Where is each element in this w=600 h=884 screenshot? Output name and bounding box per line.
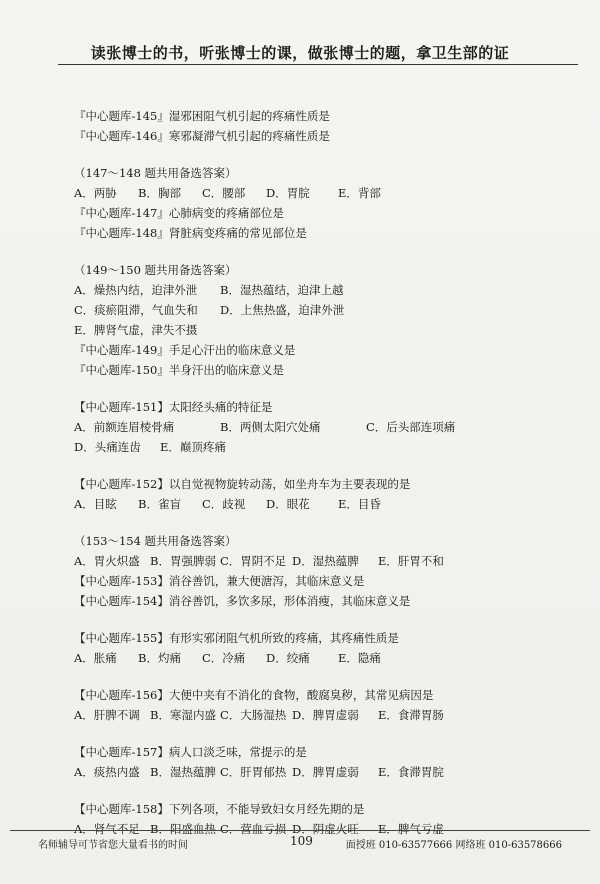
answer-option: E．肝胃不和 — [378, 554, 444, 568]
answer-option: B．湿热蕴脾 — [150, 765, 216, 779]
question-block — [74, 163, 584, 243]
question-stem: 【中心题库-158】下列各项，不能导致妇女月经先期的是 — [74, 802, 365, 816]
question-block — [74, 628, 584, 668]
answer-option: B．胸部 — [138, 186, 181, 200]
question-block — [74, 106, 584, 146]
question-stem: 【中心题库-151】太阳经头痛的特征是 — [74, 400, 273, 414]
options-row — [74, 648, 584, 668]
options-row — [74, 437, 584, 457]
answer-option: A．燥热内结，迫津外泄 — [74, 283, 198, 297]
question-block — [74, 397, 584, 457]
answer-option: E．目昏 — [338, 497, 381, 511]
answer-option: A．肾气不足 — [74, 822, 140, 836]
question-block — [74, 685, 584, 725]
question-block — [74, 799, 584, 839]
footer-contact: 面授班 010-63577666 网络班 010-63578666 — [345, 840, 562, 851]
answer-option: C．歧视 — [202, 497, 246, 511]
answer-option: E．脾肾气虚，津失不摄 — [74, 323, 198, 337]
answer-option: E．食滞胃肠 — [378, 708, 444, 722]
question-stem: （149～150 题共用备选答案） — [74, 263, 237, 277]
question-block — [74, 531, 584, 611]
answer-option: A．痰热内盛 — [74, 765, 140, 779]
answer-option: A．两胁 — [74, 186, 117, 200]
footer-slogan: 名师辅导可节省您大量看书的时间 — [38, 840, 188, 851]
answer-option: D．阴虚火旺 — [292, 822, 359, 836]
question-stem: 【中心题库-156】大便中夹有不消化的食物，酸腐臭秽，其常见病因是 — [74, 688, 434, 702]
answer-option: D．脾胃虚弱 — [292, 765, 359, 779]
answer-option: A．肝脾不调 — [74, 708, 140, 722]
answer-option: B．寒湿内盛 — [150, 708, 216, 722]
question-stem: 【中心题库-155】有形实邪闭阻气机所致的疼痛，其疼痛性质是 — [74, 631, 399, 645]
options-row — [74, 705, 584, 725]
answer-option: C．肝胃郁热 — [220, 765, 287, 779]
answer-option: D．胃脘 — [266, 186, 310, 200]
question-stem: 『中心题库-147』心肺病变的疼痛部位是 — [74, 206, 284, 220]
question-stem: 『中心题库-146』寒邪凝滞气机引起的疼痛性质是 — [74, 129, 330, 143]
answer-option: E．隐痛 — [338, 651, 381, 665]
answer-option: E．食滞胃脘 — [378, 765, 444, 779]
answer-option: C．胃阴不足 — [220, 554, 287, 568]
page-header: 读张博士的书，听张博士的课，做张博士的题，拿卫生部的证 — [90, 44, 510, 62]
header-divider — [58, 64, 578, 65]
answer-option: C．痰瘀阻滞，气血失和 — [74, 303, 198, 317]
answer-option: B．胃强脾弱 — [150, 554, 216, 568]
question-stem: 『中心题库-145』湿邪困阻气机引起的疼痛性质是 — [74, 109, 330, 123]
answer-option: C．冷痛 — [202, 651, 246, 665]
answer-option: D．绞痛 — [266, 651, 310, 665]
question-block — [74, 742, 584, 782]
options-row — [74, 183, 584, 203]
answer-option: E．背部 — [338, 186, 381, 200]
options-row — [74, 320, 584, 340]
question-block — [74, 260, 584, 380]
footer-divider — [10, 830, 590, 831]
answer-option: E．脾气亏虚 — [378, 822, 444, 836]
question-stem: 【中心题库-152】以自觉视物旋转动荡，如坐舟车为主要表现的是 — [74, 477, 411, 491]
question-stem: （147～148 题共用备选答案） — [74, 166, 237, 180]
question-stem: （153～154 题共用备选答案） — [74, 534, 237, 548]
options-row — [74, 494, 584, 514]
answer-option: A．胃火炽盛 — [74, 554, 140, 568]
options-row — [74, 417, 584, 437]
answer-option: C．腰部 — [202, 186, 246, 200]
answer-option: C．大肠湿热 — [220, 708, 287, 722]
answer-option: A．胀痛 — [74, 651, 117, 665]
answer-option: B．灼痛 — [138, 651, 181, 665]
question-stem: 【中心题库-154】消谷善饥，多饮多尿，形体消瘦，其临床意义是 — [74, 594, 411, 608]
answer-option: B．阳盛血热 — [150, 822, 216, 836]
question-stem: 『中心题库-148』肾脏病变疼痛的常见部位是 — [74, 226, 307, 240]
question-block — [74, 474, 584, 514]
answer-option: B．雀盲 — [138, 497, 181, 511]
answer-option: A．目眩 — [74, 497, 117, 511]
answer-option: D．脾胃虚弱 — [292, 708, 359, 722]
answer-option: C．后头部连项痛 — [366, 420, 456, 434]
answer-option: A．前额连眉棱骨痛 — [74, 420, 175, 434]
options-row — [74, 280, 584, 300]
page-number: 109 — [290, 834, 313, 848]
question-stem: 【中心题库-157】病人口淡乏味，常提示的是 — [74, 745, 307, 759]
options-row — [74, 551, 584, 571]
options-row — [74, 300, 584, 320]
answer-option: D．湿热蕴脾 — [292, 554, 359, 568]
question-stem: 『中心题库-149』手足心汗出的临床意义是 — [74, 343, 296, 357]
question-list — [74, 106, 584, 839]
answer-option: D．上焦热盛，迫津外泄 — [220, 303, 345, 317]
answer-option: E．巅顶疼痛 — [160, 440, 226, 454]
answer-option: B．两侧太阳穴处痛 — [220, 420, 321, 434]
options-row — [74, 762, 584, 782]
question-stem: 【中心题库-153】消谷善饥，兼大便溏泻，其临床意义是 — [74, 574, 365, 588]
answer-option: D．眼花 — [266, 497, 310, 511]
question-stem: 『中心题库-150』半身汗出的临床意义是 — [74, 363, 284, 377]
answer-option: C．营血亏损 — [220, 822, 287, 836]
answer-option: D．头痛连齿 — [74, 440, 141, 454]
answer-option: B．湿热蕴结，迫津上越 — [220, 283, 344, 297]
